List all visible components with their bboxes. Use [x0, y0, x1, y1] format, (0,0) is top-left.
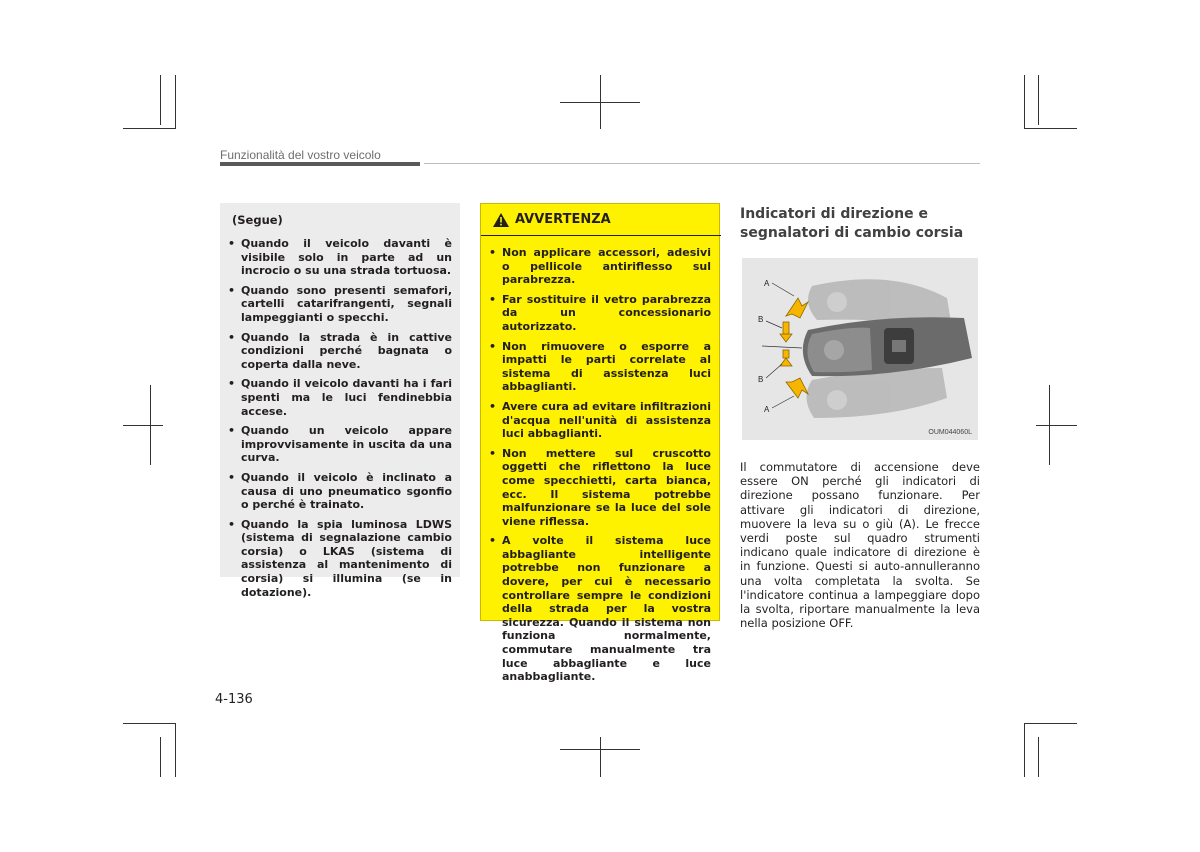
figure-label-a: A [764, 405, 770, 414]
crop-mark [160, 75, 161, 125]
crop-mark [1038, 75, 1039, 125]
section-title-line: segnalatori di cambio corsia [740, 225, 964, 241]
warning-divider [481, 235, 721, 236]
warning-box [480, 203, 720, 684]
crop-mark [123, 128, 175, 129]
running-header: Funzionalità del vostro veicolo [220, 148, 381, 162]
warning-title: AVVERTENZA [515, 212, 611, 227]
crop-mark [1038, 737, 1039, 777]
crop-mark [175, 75, 176, 129]
conditions-list [232, 237, 452, 599]
crop-mark [1036, 425, 1077, 426]
crop-mark [160, 737, 161, 777]
crop-mark [1024, 723, 1025, 777]
crop-mark [1024, 128, 1077, 129]
list-item: • Quando la strada è in cattive condizioni perché bagnata o coperta dalla neve. [232, 331, 452, 372]
list-item: • Non applicare accessori, adesivi o pellicole antiriflesso sul parabrezza. [493, 246, 711, 287]
list-item: • Quando un veicolo appare improvvisamente in uscita da una curva. [232, 424, 452, 465]
list-item: • Quando il veicolo davanti è visibile solo in parte ad un incrocio o su una strada tortuosa. [232, 237, 452, 278]
crop-mark [123, 723, 175, 724]
figure-label-b: B [758, 315, 764, 324]
figure-label-b: B [758, 375, 764, 384]
crop-mark [1024, 75, 1025, 129]
header-rule-dark [220, 162, 420, 166]
warning-heading [493, 212, 711, 227]
crop-mark [560, 749, 640, 750]
figure-label-a: A [764, 279, 770, 288]
crop-mark [560, 102, 640, 103]
list-item: • Quando sono presenti semafori, cartelli catarifrangenti, segnali lampeggianti o specchi. [232, 284, 452, 325]
crop-mark [1024, 723, 1077, 724]
list-item: • Quando il veicolo è inclinato a causa di uno pneumatico sgonfio o perché è trainato. [232, 471, 452, 512]
lever-illustration [742, 258, 978, 440]
crop-mark [123, 425, 163, 426]
warning-triangle-icon [493, 213, 509, 227]
page-number: 4-136 [215, 692, 253, 707]
header-rule-light [424, 163, 980, 164]
list-item: • Far sostituire il vetro parabrezza da un concessionario autorizzato. [493, 293, 711, 334]
continued-label: (Segue) [232, 213, 283, 227]
continued-conditions-box [220, 203, 460, 599]
figure-code: OUM044060L [928, 429, 972, 436]
warning-list [493, 246, 711, 684]
list-item: • Quando il veicolo davanti ha i fari spenti ma le luci fendinebbia accese. [232, 377, 452, 418]
list-item: • Quando la spia luminosa LDWS (sistema di segnalazione cambio corsia) o LKAS (sistema di assistenza al mantenimento di corsia) si illumina (se in dotazione). [232, 518, 452, 600]
crop-mark [175, 723, 176, 777]
turn-signal-lever-figure [742, 258, 978, 440]
section-title-line: Indicatori di direzione e [740, 206, 928, 222]
list-item: • Non mettere sul cruscotto oggetti che riflettono la luce come specchietti, carta bianca, ecc. Il sistema potrebbe malfunzionare se la luce del sole viene riflessa. [493, 447, 711, 529]
list-item: • A volte il sistema luce abbagliante intelligente potrebbe non funzionare a dovere, per cui è necessario controllare sempre le condizioni della strada per la vostra sicurezza. Quando il sistema non funziona normalmente, commutare manualmente tra luce abbagliante e luce anabbagliante. [493, 534, 711, 684]
list-item: • Non rimuovere o esporre a impatti le parti correlate al sistema di assistenza luci abbaglianti. [493, 340, 711, 394]
section-body: Il commutatore di accensione deve essere ON perché gli indicatori di direzione possano funzionare. Per attivare gli indicatori di direzione, muovere la leva su o giù (A). Le frecce verdi poste sul quadro strumenti indicano quale indicatore di direzione è in funzione. Questi si auto-annulleranno una volta completata la svolta. Se l'indicatore continua a lampeggiare dopo la svolta, riportare manualmente la leva nella posizione OFF. [740, 460, 980, 631]
list-item: • Avere cura ad evitare infiltrazioni d'acqua nell'unità di assistenza luci abbaglianti. [493, 400, 711, 441]
crop-mark [600, 737, 601, 777]
section-title [740, 205, 980, 243]
